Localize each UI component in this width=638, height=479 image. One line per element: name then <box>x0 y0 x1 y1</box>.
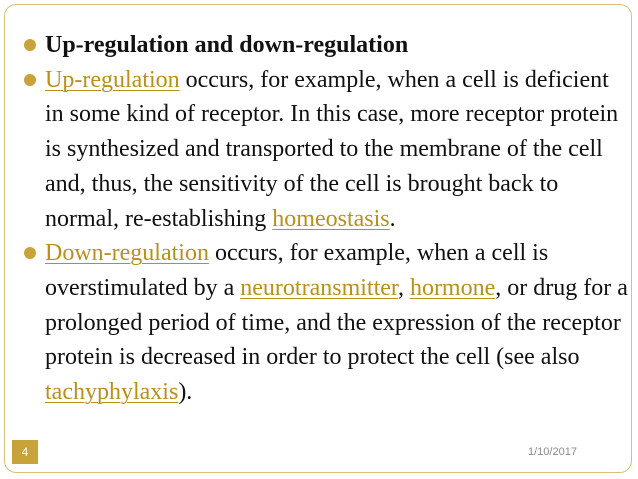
link-down-regulation[interactable]: Down-regulation <box>45 240 209 267</box>
bullet-list <box>22 28 628 410</box>
page-number-badge: 4 <box>12 440 38 464</box>
link-homeostasis[interactable]: homeostasis <box>272 205 390 232</box>
slide-date: 1/10/2017 <box>528 446 577 458</box>
para2-text-2: , <box>397 274 410 301</box>
bullet-heading <box>22 28 628 63</box>
slide-heading: Up-regulation and down-regulation <box>45 32 409 58</box>
link-tachyphylaxis[interactable]: tachyphylaxis <box>45 379 179 406</box>
para1-text-2: . <box>389 205 396 232</box>
para1-text-1: occurs, for example, when a cell is deficient in some kind of receptor. In this case, more receptor protein is synthesized and transported to the membrane of the cell and, thus, the sensitivity of the cell is brought back to normal, re-establishing <box>45 66 619 232</box>
link-hormone[interactable]: hormone <box>409 274 496 301</box>
link-up-regulation[interactable]: Up-regulation <box>45 66 180 93</box>
para2-text-4: ). <box>178 379 193 406</box>
para2-text-1: occurs, for example, when a cell is overstimulated by a <box>45 240 549 301</box>
bullet-up-regulation <box>22 63 628 237</box>
bullet-marker-icon <box>24 247 36 259</box>
bullet-down-regulation <box>22 236 628 410</box>
para2-text-3: , or drug for a prolonged period of time, and the expression of the receptor protein is decreased in order to protect the cell (see also <box>45 274 628 371</box>
bullet-marker-icon <box>24 39 36 51</box>
bullet-marker-icon <box>24 74 36 86</box>
link-neurotransmitter[interactable]: neurotransmitter <box>240 274 398 301</box>
